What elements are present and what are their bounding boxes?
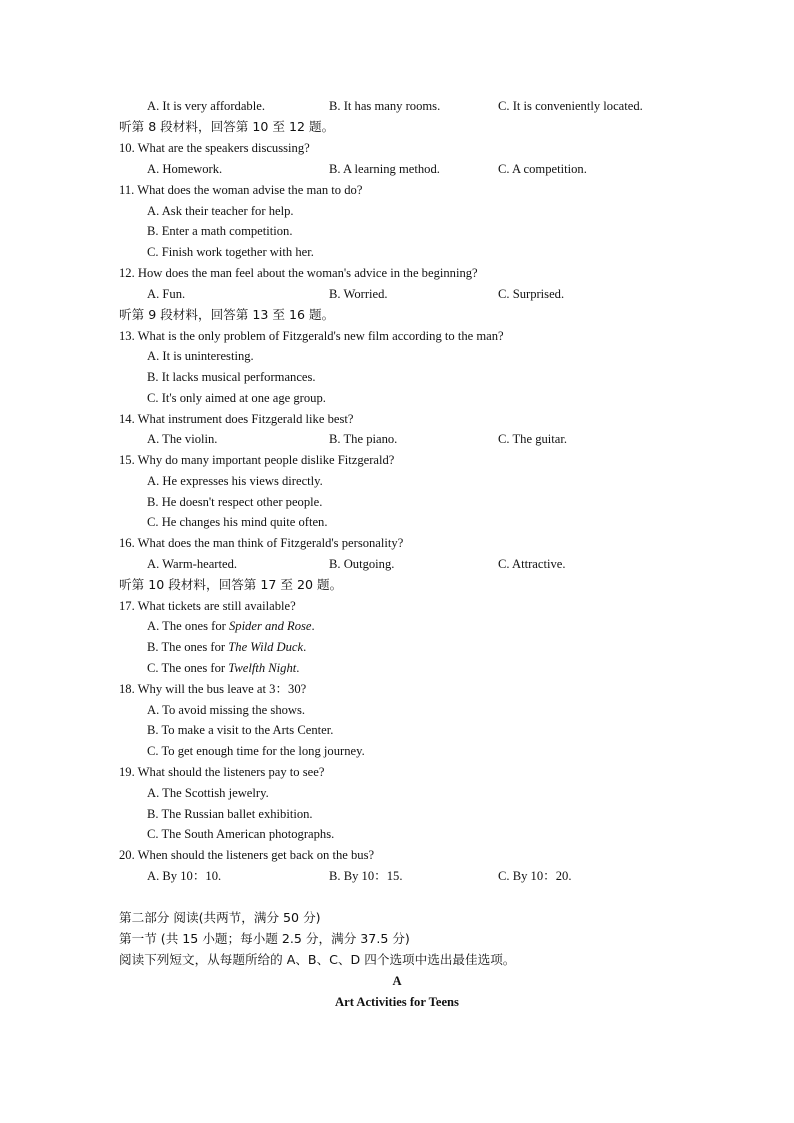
q17-option-c: C. The ones for Twelfth Night.	[147, 661, 300, 675]
section-10-heading: 听第 10 段材料，回答第 17 至 20 题。	[119, 577, 343, 592]
option-c: C. A competition.	[498, 162, 587, 176]
option-a: A. Homework.	[147, 162, 223, 176]
option-c: C. Surprised.	[498, 287, 565, 301]
option-a: A. It is very affordable.	[147, 99, 265, 113]
q19-stem: 19. What should the listeners pay to see?	[119, 765, 325, 779]
q15-option-a: A. He expresses his views directly.	[147, 474, 323, 488]
play-title: Twelfth Night	[228, 661, 297, 675]
option-a: A. Fun.	[147, 287, 186, 301]
section-9-heading: 听第 9 段材料，回答第 13 至 16 题。	[119, 307, 335, 322]
q12-stem: 12. How does the man feel about the woman's advice in the beginning?	[119, 266, 478, 280]
option-c: C. It is conveniently located.	[498, 99, 643, 113]
q18-option-c: C. To get enough time for the long journey.	[147, 744, 365, 758]
q15-stem: 15. Why do many important people dislike Fitzgerald?	[119, 453, 395, 467]
option-a: A. By 10：10.	[147, 869, 222, 883]
q10-stem: 10. What are the speakers discussing?	[119, 141, 310, 155]
q11-option-c: C. Finish work together with her.	[147, 245, 314, 259]
option-b: B. By 10：15.	[329, 869, 403, 883]
q14-stem: 14. What instrument does Fitzgerald like best?	[119, 412, 354, 426]
option-c: C. The guitar.	[498, 432, 568, 446]
q16-stem: 16. What does the man think of Fitzgerald's personality?	[119, 536, 404, 550]
q18-option-b: B. To make a visit to the Arts Center.	[147, 723, 334, 737]
option-c: C. By 10：20.	[498, 869, 572, 883]
part-2-title: 第二部分 阅读(共两节，满分 50 分)	[119, 910, 321, 925]
play-title: Spider and Rose	[228, 619, 312, 633]
q18-stem: 18. Why will the bus leave at 3：30?	[119, 682, 307, 696]
q13-option-c: C. It's only aimed at one age group.	[147, 391, 326, 405]
part-2-section-1: 第一节 (共 15 小题；每小题 2.5 分，满分 37.5 分)	[119, 931, 410, 946]
q11-option-a: A. Ask their teacher for help.	[147, 204, 294, 218]
option-b: B. Worried.	[329, 287, 388, 301]
q19-option-c: C. The South American photographs.	[147, 827, 335, 841]
q13-stem: 13. What is the only problem of Fitzgerald's new film according to the man?	[119, 329, 504, 343]
passage-letter: A	[392, 974, 402, 988]
q15-option-c: C. He changes his mind quite often.	[147, 515, 328, 529]
q17-stem: 17. What tickets are still available?	[119, 599, 296, 613]
option-b: B. It has many rooms.	[329, 99, 441, 113]
option-c: C. Attractive.	[498, 557, 566, 571]
q11-option-b: B. Enter a math competition.	[147, 224, 293, 238]
q20-stem: 20. When should the listeners get back on the bus?	[119, 848, 375, 862]
q13-option-a: A. It is uninteresting.	[147, 349, 254, 363]
q15-option-b: B. He doesn't respect other people.	[147, 495, 323, 509]
option-a: A. Warm-hearted.	[147, 557, 238, 571]
part-2-instructions: 阅读下列短文，从每题所给的 A、B、C、D 四个选项中选出最佳选项。	[119, 952, 516, 967]
passage-title: Art Activities for Teens	[335, 995, 459, 1009]
play-title: The Wild Duck	[228, 640, 304, 654]
q13-option-b: B. It lacks musical performances.	[147, 370, 316, 384]
q17-option-b: B. The ones for The Wild Duck.	[147, 640, 307, 654]
option-b: B. The piano.	[329, 432, 398, 446]
q11-stem: 11. What does the woman advise the man to do?	[119, 183, 363, 197]
q19-option-a: A. The Scottish jewelry.	[147, 786, 269, 800]
option-b: B. A learning method.	[329, 162, 440, 176]
q19-option-b: B. The Russian ballet exhibition.	[147, 807, 313, 821]
q17-option-a: A. The ones for Spider and Rose.	[147, 619, 315, 633]
section-8-heading: 听第 8 段材料，回答第 10 至 12 题。	[119, 119, 335, 134]
q18-option-a: A. To avoid missing the shows.	[147, 703, 306, 717]
option-a: A. The violin.	[147, 432, 218, 446]
option-b: B. Outgoing.	[329, 557, 395, 571]
